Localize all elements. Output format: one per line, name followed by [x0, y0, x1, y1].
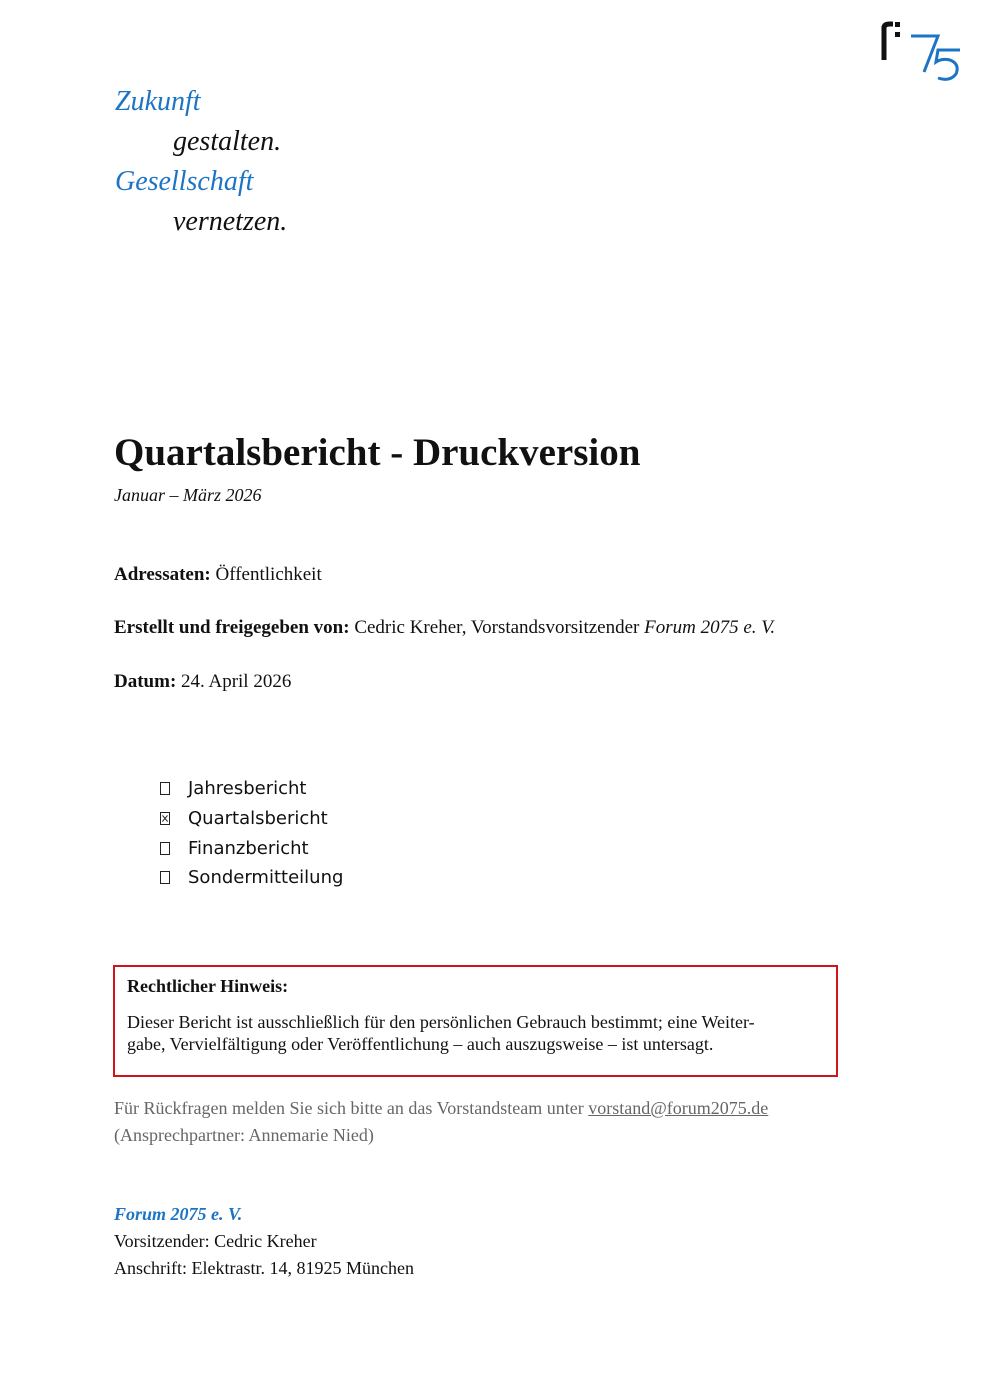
legal-notice-box	[113, 965, 838, 1077]
meta-addressees	[114, 564, 322, 586]
contact-info	[114, 1095, 768, 1149]
page-subtitle: Januar – März 2026	[114, 485, 262, 505]
slogan-line-3: Gesellschaft	[115, 166, 254, 197]
checkbox-icon[interactable]	[160, 842, 170, 855]
slogan-line-2: gestalten.	[173, 126, 282, 157]
footer	[114, 1201, 414, 1282]
footer-chair: Vorsitzender: Cedric Kreher	[114, 1231, 317, 1251]
slogan-line-4: vernetzen.	[173, 206, 288, 237]
footer-org-name: Forum 2075 e. V.	[114, 1204, 243, 1224]
checkbox-icon[interactable]	[160, 782, 170, 795]
legal-notice-heading: Rechtlicher Hinweis:	[127, 976, 289, 996]
checkbox-icon[interactable]	[160, 871, 170, 884]
slogan-line-1: Zukunft	[115, 86, 201, 117]
contact-text: Für Rückfragen melden Sie sich bitte an das Vorstandsteam unter	[114, 1098, 589, 1118]
legal-notice-text	[127, 1011, 824, 1055]
checklist-label: Quartalsbericht	[188, 808, 328, 830]
contact-email-link[interactable]: vorstand@forum2075.de	[588, 1098, 769, 1118]
footer-address: Anschrift: Elektrastr. 14, 81925 München	[114, 1258, 414, 1278]
report-type-checklist	[158, 774, 343, 893]
meta-date-value: 24. April 2026	[181, 671, 292, 692]
page-title: Quartalsbericht - Druckversion	[114, 431, 641, 474]
meta-created	[114, 617, 775, 639]
legal-notice-line-1: Dieser Bericht ist ausschließlich für den persönlichen Gebrauch bestimmt; eine Weiter-	[127, 1012, 755, 1032]
checklist-item-quartalsbericht[interactable]	[158, 804, 343, 834]
checklist-item-finanzbericht[interactable]	[158, 833, 343, 863]
checklist-item-sondermitteilung[interactable]	[158, 863, 343, 893]
meta-addressees-label: Adressaten:	[114, 564, 211, 585]
checklist-label: Finanzbericht	[188, 837, 309, 859]
meta-addressees-value: Öffentlichkeit	[215, 564, 322, 585]
meta-created-label: Erstellt und freigegeben von:	[114, 617, 350, 638]
legal-notice-line-2: gabe, Vervielfältigung oder Veröffentlichung – auch auszugsweise – ist untersagt.	[127, 1034, 714, 1054]
forum-logo	[876, 20, 966, 84]
checklist-item-jahresbericht[interactable]	[158, 774, 343, 804]
meta-created-org: Forum 2075 e. V.	[644, 617, 776, 638]
contact-line	[114, 1095, 768, 1122]
meta-date-label: Datum:	[114, 671, 177, 692]
checkbox-checked-icon[interactable]	[160, 812, 170, 825]
checklist-label: Jahresbericht	[188, 778, 307, 800]
contact-person: (Ansprechpartner: Annemarie Nied)	[114, 1125, 374, 1145]
meta-date	[114, 671, 291, 693]
checklist-label: Sondermitteilung	[188, 867, 344, 889]
meta-created-value: Cedric Kreher, Vorstandsvorsitzender	[354, 617, 640, 638]
